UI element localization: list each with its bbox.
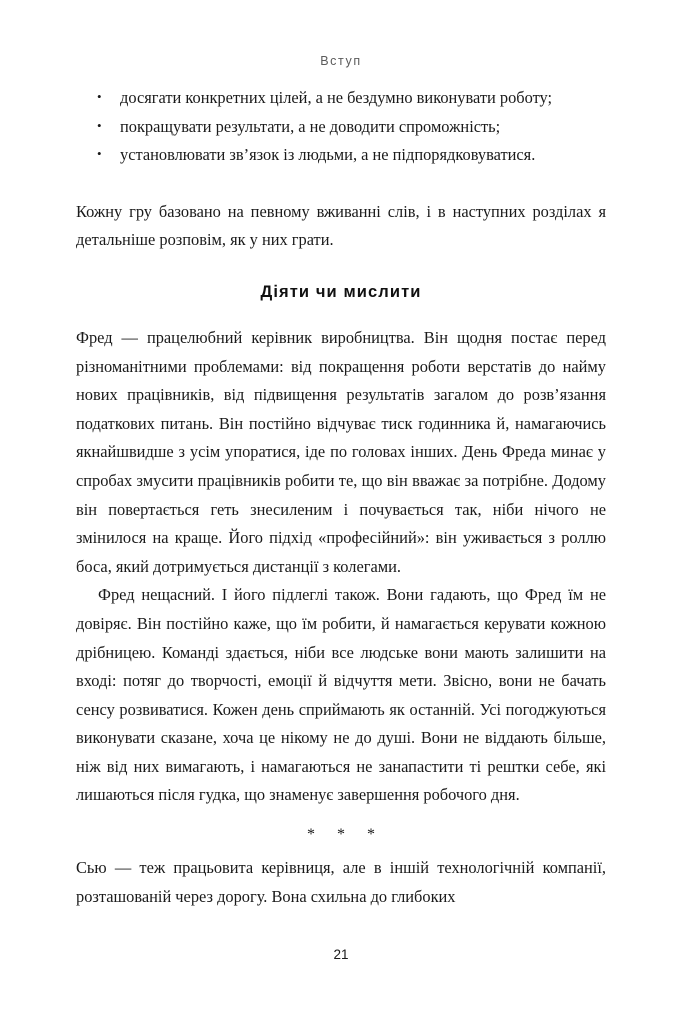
body-paragraph: Фред нещасний. І його підлеглі також. Вони гадають, що Фред їм не довіряє. Він постійно каже, що їм робити, й намагається керувати кожною дрібницею. Команді здається, ніби все людське вони мають залишити на вході: потяг до творчості, емоції й відчуття мети. Звісно, вони не бачать сенсу розвиватися. Кожен день сприймають як останній. Усі погоджуються виконувати сказане, хоча це нікому не до душі. Вони не віддають більше, ніж від них вимагають, і намагаються не занапастити ті рештки себе, які лишаються після гудка, що знаменує завершення робочого дня. <box>76 585 606 805</box>
list-item: • установлювати зв’язок із людьми, а не підпорядковуватися. <box>76 141 606 170</box>
spacer <box>76 302 606 324</box>
list-item: • досягати конкретних цілей, а не бездумно виконувати роботу; <box>76 84 606 113</box>
body-paragraph: Фред — працелюбний керівник виробництва. Він щодня постає перед різноманітними проблемами: від покращення роботи верстатів до найму нових працівників, від підвищення результатів загалом до розв’язання податкових питань. Він постійно відчуває тиск годинника й, намагаючись якнайшвидше з усім упоратися, іде по головах інших. День Фреда минає у спробах змусити працівників робити те, що він вважає за потрібне. Додому він повертається геть знесиленим і почувається так, ніби нічого не змінилося на краще. Його підхід «професійний»: він уживається з роллю боса, який дотримується дистанції з колегами. <box>76 327 606 576</box>
spacer <box>76 170 606 198</box>
page-number: 21 <box>333 947 349 962</box>
asterisk-divider: * * * <box>307 826 384 844</box>
spacer <box>76 255 606 283</box>
spacer <box>76 844 606 854</box>
list-item: • покращувати результати, а не доводити спроможність; <box>76 113 606 142</box>
bullet-list <box>76 84 606 170</box>
closing-paragraph: Сью — теж працьовита керівниця, але в іншій технологічній компанії, розташованій через дорогу. Вона схильна до глибоких <box>76 858 606 906</box>
intro-paragraph: Кожну гру базовано на певному вживанні слів, і в наступних розділах я детальніше розповім, як у них грати. <box>76 201 606 250</box>
spacer <box>76 810 606 826</box>
running-head: Вступ <box>320 54 362 68</box>
section-heading: Діяти чи мислити <box>260 282 422 301</box>
text-column <box>76 84 606 911</box>
